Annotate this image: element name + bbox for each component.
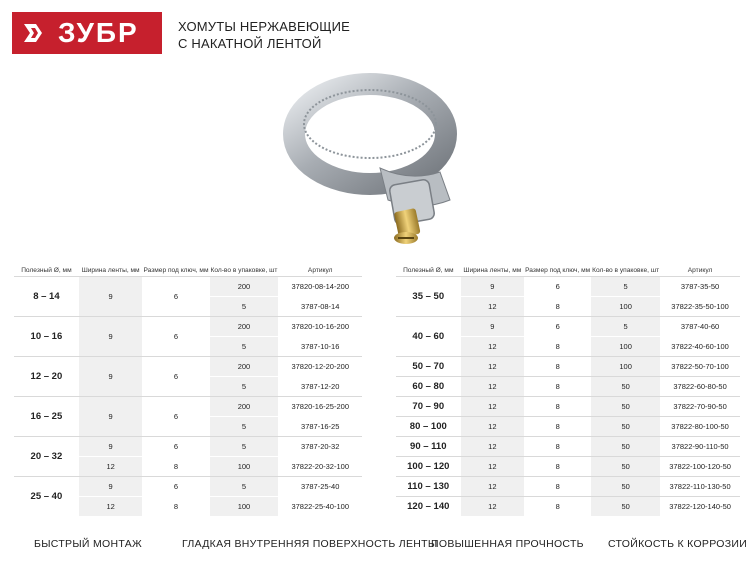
table-row xyxy=(396,417,740,437)
col-header-key: Размер под ключ, мм xyxy=(143,266,209,274)
article-cell: 37822-35-50-100 xyxy=(660,297,740,317)
article-cell: 37822-120-140-50 xyxy=(660,497,740,517)
article-cell: 3787-40-60 xyxy=(660,317,740,337)
article-cell: 37822-25-40-100 xyxy=(278,497,362,517)
key-cell: 8 xyxy=(524,437,591,457)
col-header-width: Ширина ленты, мм xyxy=(81,266,140,274)
feature-quick-install: БЫСТРЫЙ МОНТАЖ xyxy=(34,538,143,550)
diameter-cell: 50 – 70 xyxy=(396,357,461,377)
width-cell: 12 xyxy=(461,377,525,397)
spec-table-right xyxy=(396,264,740,516)
diameter-cell: 60 – 80 xyxy=(396,377,461,397)
diameter-cell: 35 – 50 xyxy=(396,277,461,317)
article-cell: 37822-20-32-100 xyxy=(278,457,362,477)
title-line-2: С НАКАТНОЙ ЛЕНТОЙ xyxy=(178,36,322,51)
width-cell: 12 xyxy=(461,397,525,417)
key-cell: 8 xyxy=(142,457,209,477)
qty-cell: 100 xyxy=(210,457,279,477)
key-cell: 6 xyxy=(524,277,591,297)
table-row xyxy=(396,497,740,517)
diameter-cell: 100 – 120 xyxy=(396,457,461,477)
diameter-cell: 70 – 90 xyxy=(396,397,461,417)
table-row xyxy=(396,317,740,337)
width-cell: 9 xyxy=(79,357,143,397)
key-cell: 8 xyxy=(524,477,591,497)
col-header-diameter: Полезный Ø, мм xyxy=(403,266,454,274)
width-cell: 12 xyxy=(461,497,525,517)
table-row xyxy=(14,437,362,457)
table-row xyxy=(14,397,362,417)
key-cell: 8 xyxy=(524,337,591,357)
diameter-cell: 25 – 40 xyxy=(14,477,79,517)
qty-cell: 5 xyxy=(210,477,279,497)
width-cell: 12 xyxy=(461,357,525,377)
brand-mark-icon xyxy=(22,19,50,47)
key-cell: 8 xyxy=(524,397,591,417)
qty-cell: 5 xyxy=(591,277,660,297)
diameter-cell: 8 – 14 xyxy=(14,277,79,317)
width-cell: 12 xyxy=(461,297,525,317)
article-cell: 3787-16-25 xyxy=(278,417,362,437)
key-cell: 6 xyxy=(142,317,209,357)
width-cell: 12 xyxy=(79,457,143,477)
table-row xyxy=(396,477,740,497)
col-header-qty: Кол-во в упаковке, шт xyxy=(210,266,278,274)
qty-cell: 100 xyxy=(210,497,279,517)
table-row xyxy=(14,357,362,377)
diameter-cell: 90 – 110 xyxy=(396,437,461,457)
article-cell: 37822-50-70-100 xyxy=(660,357,740,377)
diameter-cell: 12 – 20 xyxy=(14,357,79,397)
col-header-article: Артикул xyxy=(307,266,333,274)
article-cell: 3787-25-40 xyxy=(278,477,362,497)
feature-corrosion-resistance: СТОЙКОСТЬ К КОРРОЗИИ xyxy=(608,538,748,550)
features-bar xyxy=(0,538,750,556)
diameter-cell: 80 – 100 xyxy=(396,417,461,437)
width-cell: 9 xyxy=(79,317,143,357)
key-cell: 8 xyxy=(524,357,591,377)
qty-cell: 5 xyxy=(210,417,279,437)
article-cell: 3787-10-16 xyxy=(278,337,362,357)
table-row xyxy=(14,317,362,337)
article-cell: 37822-60-80-50 xyxy=(660,377,740,397)
qty-cell: 200 xyxy=(210,277,279,297)
article-cell: 37822-100-120-50 xyxy=(660,457,740,477)
table-row xyxy=(14,277,362,297)
width-cell: 12 xyxy=(461,437,525,457)
table-row xyxy=(14,477,362,497)
width-cell: 9 xyxy=(461,317,525,337)
article-cell: 37820-16-25-200 xyxy=(278,397,362,417)
key-cell: 8 xyxy=(524,497,591,517)
article-cell: 37822-80-100-50 xyxy=(660,417,740,437)
key-cell: 6 xyxy=(142,277,209,317)
qty-cell: 50 xyxy=(591,437,660,457)
page-title xyxy=(178,18,350,52)
article-cell: 3787-12-20 xyxy=(278,377,362,397)
width-cell: 9 xyxy=(79,277,143,317)
width-cell: 9 xyxy=(79,477,143,497)
article-cell: 3787-20-32 xyxy=(278,437,362,457)
article-cell: 37820-10-16-200 xyxy=(278,317,362,337)
qty-cell: 100 xyxy=(591,297,660,317)
article-cell: 37822-90-110-50 xyxy=(660,437,740,457)
qty-cell: 5 xyxy=(210,337,279,357)
feature-strength: ПОВЫШЕННАЯ ПРОЧНОСТЬ xyxy=(431,538,584,550)
width-cell: 12 xyxy=(461,477,525,497)
key-cell: 6 xyxy=(142,397,209,437)
key-cell: 8 xyxy=(524,297,591,317)
qty-cell: 50 xyxy=(591,397,660,417)
qty-cell: 5 xyxy=(591,317,660,337)
width-cell: 9 xyxy=(79,437,143,457)
diameter-cell: 120 – 140 xyxy=(396,497,461,517)
qty-cell: 200 xyxy=(210,357,279,377)
key-cell: 6 xyxy=(142,437,209,457)
article-cell: 37822-70-90-50 xyxy=(660,397,740,417)
article-cell: 3787-35-50 xyxy=(660,277,740,297)
title-line-1: ХОМУТЫ НЕРЖАВЕЮЩИЕ xyxy=(178,19,351,34)
diameter-cell: 16 – 25 xyxy=(14,397,79,437)
qty-cell: 50 xyxy=(591,497,660,517)
qty-cell: 50 xyxy=(591,457,660,477)
width-cell: 12 xyxy=(79,497,143,517)
table-row xyxy=(396,457,740,477)
width-cell: 9 xyxy=(79,397,143,437)
diameter-cell: 10 – 16 xyxy=(14,317,79,357)
qty-cell: 5 xyxy=(210,377,279,397)
width-cell: 12 xyxy=(461,457,525,477)
key-cell: 8 xyxy=(524,377,591,397)
diameter-cell: 40 – 60 xyxy=(396,317,461,357)
qty-cell: 100 xyxy=(591,337,660,357)
diameter-cell: 20 – 32 xyxy=(14,437,79,477)
col-header-width: Ширина ленты, мм xyxy=(463,266,522,274)
width-cell: 12 xyxy=(461,337,525,357)
qty-cell: 50 xyxy=(591,377,660,397)
key-cell: 8 xyxy=(524,457,591,477)
table-row xyxy=(396,277,740,297)
qty-cell: 50 xyxy=(591,417,660,437)
brand-logo xyxy=(12,12,162,54)
article-cell: 37820-12-20-200 xyxy=(278,357,362,377)
qty-cell: 200 xyxy=(210,397,279,417)
article-cell: 37822-40-60-100 xyxy=(660,337,740,357)
key-cell: 8 xyxy=(142,497,209,517)
key-cell: 6 xyxy=(142,357,209,397)
feature-smooth-surface: ГЛАДКАЯ ВНУТРЕННЯЯ ПОВЕРХНОСТЬ ЛЕНТЫ xyxy=(182,538,438,550)
table-row xyxy=(396,377,740,397)
diameter-cell: 110 – 130 xyxy=(396,477,461,497)
table-row xyxy=(396,397,740,417)
key-cell: 6 xyxy=(142,477,209,497)
qty-cell: 50 xyxy=(591,477,660,497)
table-row xyxy=(396,437,740,457)
col-header-diameter: Полезный Ø, мм xyxy=(21,266,72,274)
qty-cell: 200 xyxy=(210,317,279,337)
article-cell: 37822-110-130-50 xyxy=(660,477,740,497)
qty-cell: 5 xyxy=(210,437,279,457)
col-header-qty: Кол-во в упаковке, шт xyxy=(592,266,660,274)
col-header-article: Артикул xyxy=(687,266,713,274)
qty-cell: 100 xyxy=(591,357,660,377)
width-cell: 12 xyxy=(461,417,525,437)
key-cell: 6 xyxy=(524,317,591,337)
width-cell: 9 xyxy=(461,277,525,297)
col-header-key: Размер под ключ, мм xyxy=(525,266,591,274)
hose-clamp-image xyxy=(280,72,480,252)
brand-logo-text: ЗУБР xyxy=(58,17,139,48)
key-cell: 8 xyxy=(524,417,591,437)
article-cell: 37820-08-14-200 xyxy=(278,277,362,297)
qty-cell: 5 xyxy=(210,297,279,317)
article-cell: 3787-08-14 xyxy=(278,297,362,317)
spec-table-left xyxy=(14,264,362,516)
table-row xyxy=(396,357,740,377)
